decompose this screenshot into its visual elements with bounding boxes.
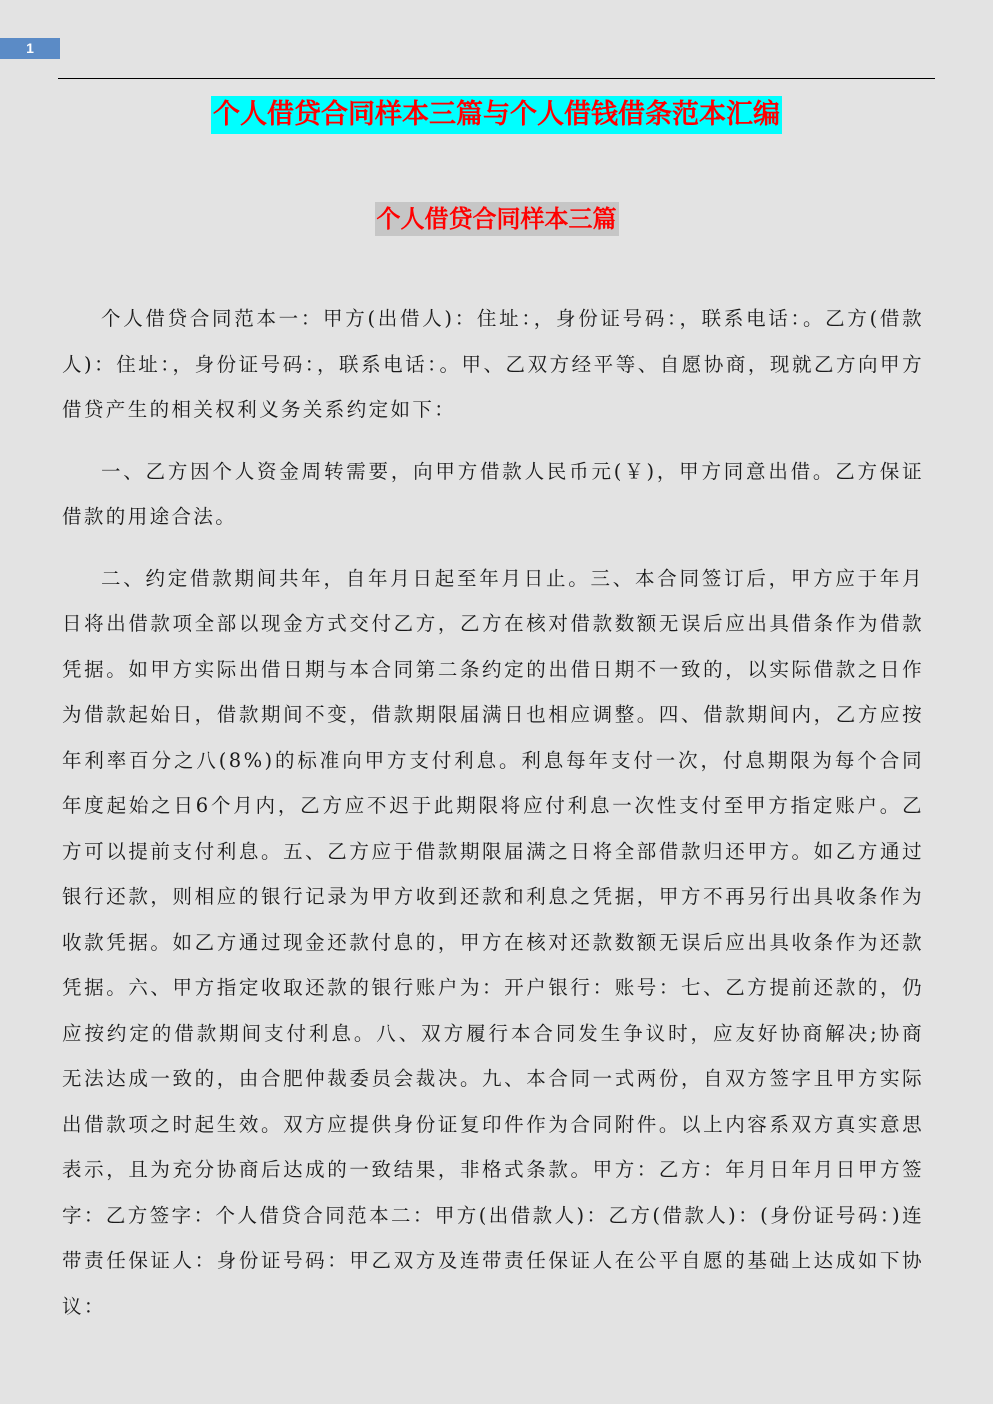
document-body <box>62 296 924 1345</box>
section-heading-block <box>0 202 993 236</box>
document-title: 个人借贷合同样本三篇与个人借钱借条范本汇编 <box>211 96 782 134</box>
header-divider <box>58 78 935 79</box>
paragraph-clause-one: 一、乙方因个人资金周转需要，向甲方借款人民币元(￥)，甲方同意出借。乙方保证借款的用途合法。 <box>62 459 924 528</box>
page-number-badge: 1 <box>0 38 60 59</box>
paragraph-clauses-two-to-nine: 二、约定借款期间共年，自年月日起至年月日止。三、本合同签订后，甲方应于年月日将出借款项全部以现金方式交付乙方，乙方在核对借款数额无误后应出具借条作为借款凭据。如甲方实际出借日期与本合同第二条约定的出借日期不一致的，以实际借款之日作为借款起始日，借款期间不变，借款期限届满日也相应调整。四、借款期间内，乙方应按年利率百分之八(8%)的标准向甲方支付利息。利息每年支付一次，付息期限为每个合同年度起始之日6个月内，乙方应不迟于此期限将应付利息一次性支付至甲方指定账户。乙方可以提前支付利息。五、乙方应于借款期限届满之日将全部借款归还甲方。如乙方通过银行还款，则相应的银行记录为甲方收到还款和利息之凭据，甲方不再另行出具收条作为收款凭据。如乙方通过现金还款付息的，甲方在核对还款数额无误后应出具收条作为还款凭据。六、甲方指定收取还款的银行账户为：开户银行：账号：七、乙方提前还款的，仍应按约定的借款期间支付利息。八、双方履行本合同发生争议时，应友好协商解决;协商无法达成一致的，由合肥仲裁委员会裁决。九、本合同一式两份，自双方签字且甲方实际出借款项之时起生效。双方应提供身份证复印件作为合同附件。以上内容系双方真实意思表示，且为充分协商后达成的一致结果，非格式条款。甲方：乙方：年月日年月日甲方签字：乙方签字：个人借贷合同范本二：甲方(出借款人)：乙方(借款人)：(身份证号码：)连带责任保证人：身份证号码：甲乙双方及连带责任保证人在公平自愿的基础上达成如下协议： <box>62 566 924 1318</box>
section-title: 个人借贷合同样本三篇 <box>375 202 619 236</box>
paragraph-intro: 个人借贷合同范本一：甲方(出借人)：住址：，身份证号码：，联系电话：。乙方(借款人)：住址：，身份证号码：，联系电话：。甲、乙双方经平等、自愿协商，现就乙方向甲方借贷产生的相关权利义务关系约定如下： <box>62 307 924 421</box>
title-block <box>0 96 993 134</box>
